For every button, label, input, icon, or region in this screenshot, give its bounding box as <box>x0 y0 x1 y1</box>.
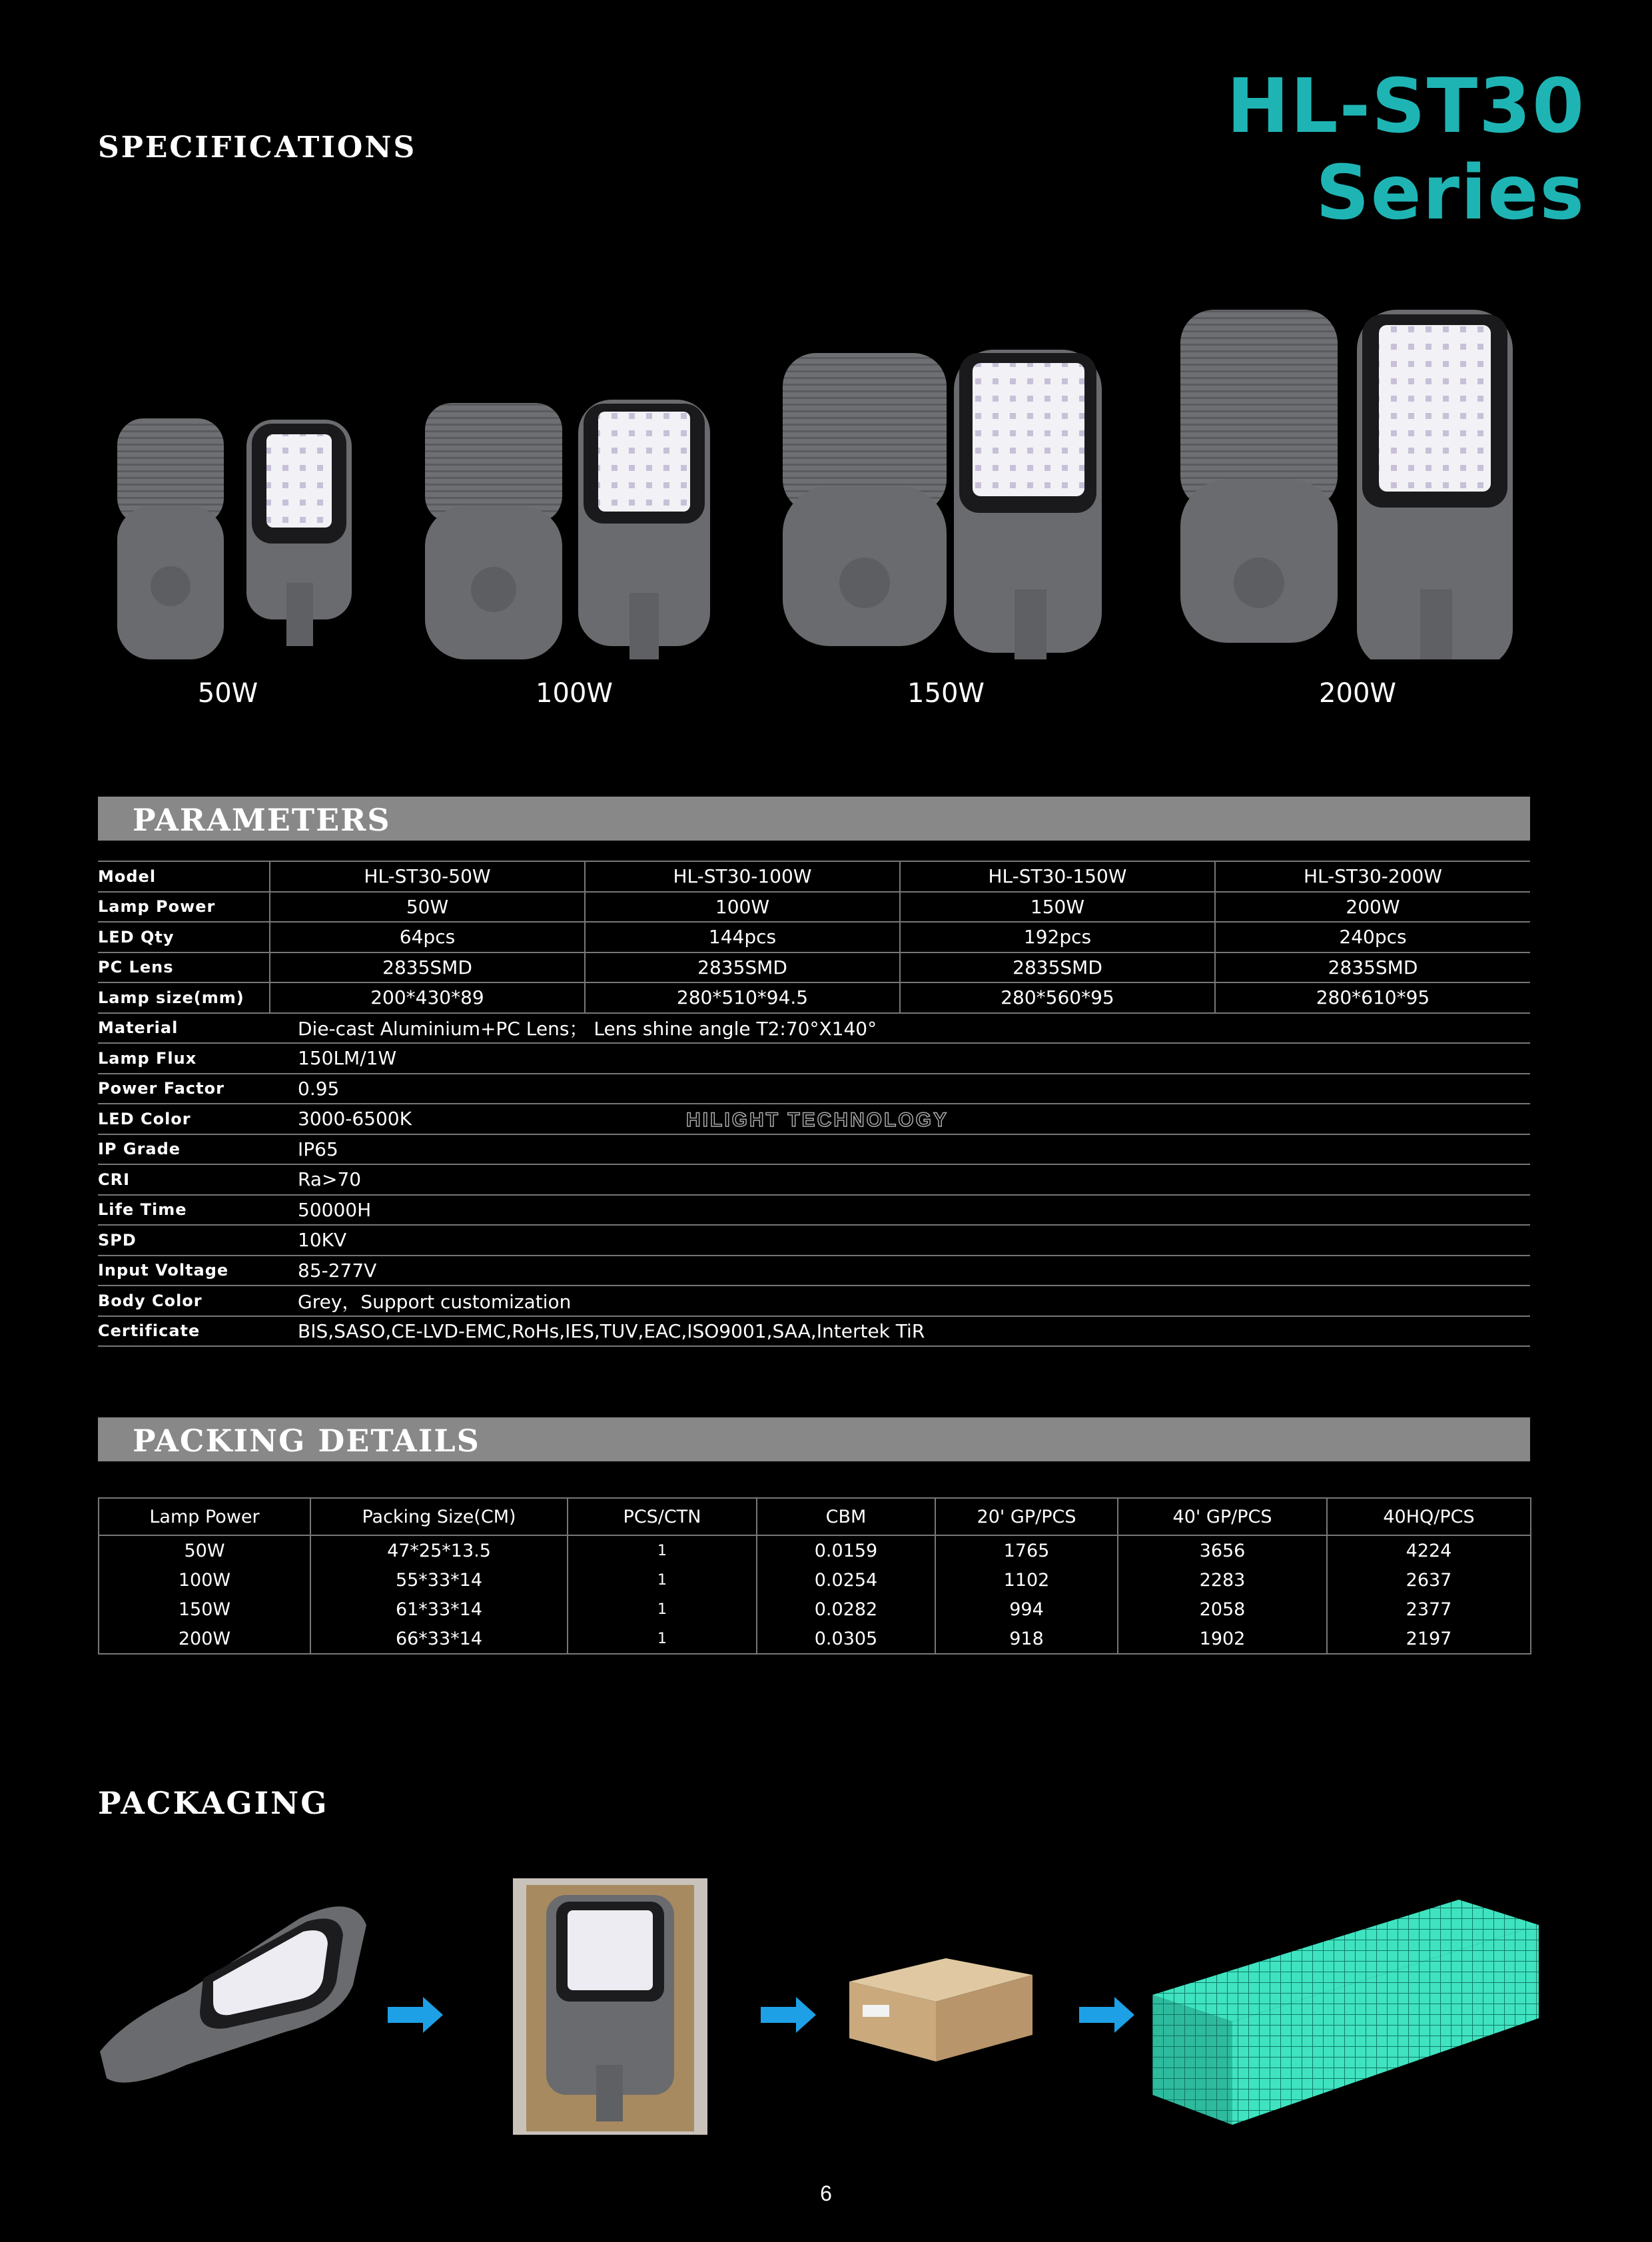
label-50w: 50W <box>197 678 258 709</box>
packing-header-row: Lamp Power Packing Size(CM) PCS/CTN CBM 20' GP/PCS 40' GP/PCS 40HQ/PCS <box>99 1498 1531 1535</box>
param-row-certificate: Certificate BIS,SASO,CE-LVD-EMC,RoHs,IES,TUV,EAC,ISO9001,SAA,Intertek TiR <box>98 1316 1530 1347</box>
param-row-body-color: Body Color Grey，Support customization <box>98 1286 1530 1316</box>
lamp-150w-front <box>954 350 1102 659</box>
product-images <box>0 286 1652 659</box>
lamp-100w-back <box>425 403 562 659</box>
table-row: 200W 66*33*14 1 0.0305 918 1902 2197 <box>99 1624 1531 1654</box>
lamp-150w-back <box>783 353 947 646</box>
series-title: HL-ST30 Series <box>1226 63 1585 236</box>
arrow-right-icon-2 <box>761 1997 816 2033</box>
param-row-input-voltage: Input Voltage 85-277V <box>98 1256 1530 1286</box>
arrow-right-icon-3 <box>1079 1997 1134 2033</box>
packaging-steps <box>87 1865 1552 2151</box>
lamp-200w-back <box>1180 310 1338 643</box>
lamp-100w-front <box>578 400 710 659</box>
lamp-200w-front <box>1357 310 1513 659</box>
packing-bar <box>98 1417 1530 1461</box>
param-row-material: Material Die-cast Aluminium+PC Lens； Lens shine angle T2:70°X140° <box>98 1013 1530 1044</box>
carton-box-icon <box>849 1958 1032 2061</box>
param-row-power-factor: Power Factor 0.95 <box>98 1074 1530 1104</box>
param-row-spd: SPD 10KV <box>98 1225 1530 1256</box>
lamp-angled-icon <box>100 1906 366 2082</box>
lamp-50w-back <box>117 418 224 659</box>
label-200w: 200W <box>1319 678 1396 709</box>
label-100w: 100W <box>536 678 613 709</box>
param-row-led-qty: LED Qty 64pcs 144pcs 192pcs 240pcs <box>98 922 1530 952</box>
table-row: 50W 47*25*13.5 1 0.0159 1765 3656 4224 <box>99 1535 1531 1565</box>
param-row-lamp-power: Lamp Power 50W 100W 150W 200W <box>98 892 1530 923</box>
parameters-table <box>98 861 1530 1347</box>
table-row: 100W 55*33*14 1 0.0254 1102 2283 2637 <box>99 1565 1531 1595</box>
packing-table <box>98 1497 1531 1655</box>
arrow-right-icon-1 <box>388 1997 443 2033</box>
param-row-life-time: Life Time 50000H <box>98 1195 1530 1226</box>
param-row-pc-lens: PC Lens 2835SMD 2835SMD 2835SMD 2835SMD <box>98 952 1530 983</box>
param-row-cri: CRI Ra>70 <box>98 1164 1530 1195</box>
table-row: 150W 61*33*14 1 0.0282 994 2058 2377 <box>99 1595 1531 1624</box>
lamp-50w-front <box>246 420 352 646</box>
specifications-heading: SPECIFICATIONS <box>98 131 417 165</box>
parameters-bar <box>98 797 1530 841</box>
param-row-lamp-size: Lamp size(mm) 200*430*89 280*510*94.5 280*560*95 280*610*95 <box>98 982 1530 1013</box>
packing-title: PACKING DETAILS <box>133 1423 480 1459</box>
lamp-in-box-icon <box>513 1878 707 2135</box>
watermark: HILIGHT TECHNOLOGY <box>686 1109 949 1131</box>
param-row-led-color: LED Color 3000-6500K <box>98 1104 1530 1134</box>
param-row-ip-grade: IP Grade IP65 <box>98 1134 1530 1165</box>
parameters-title: PARAMETERS <box>133 802 391 838</box>
container-icon <box>1152 1900 1539 2125</box>
param-row-lamp-flux: Lamp Flux 150LM/1W <box>98 1043 1530 1074</box>
label-150w: 150W <box>907 678 985 709</box>
packaging-heading: PACKAGING <box>98 1785 329 1821</box>
param-row-model: Model HL-ST30-50W HL-ST30-100W HL-ST30-150W HL-ST30-200W <box>98 861 1530 892</box>
page-number: 6 <box>820 2181 832 2205</box>
